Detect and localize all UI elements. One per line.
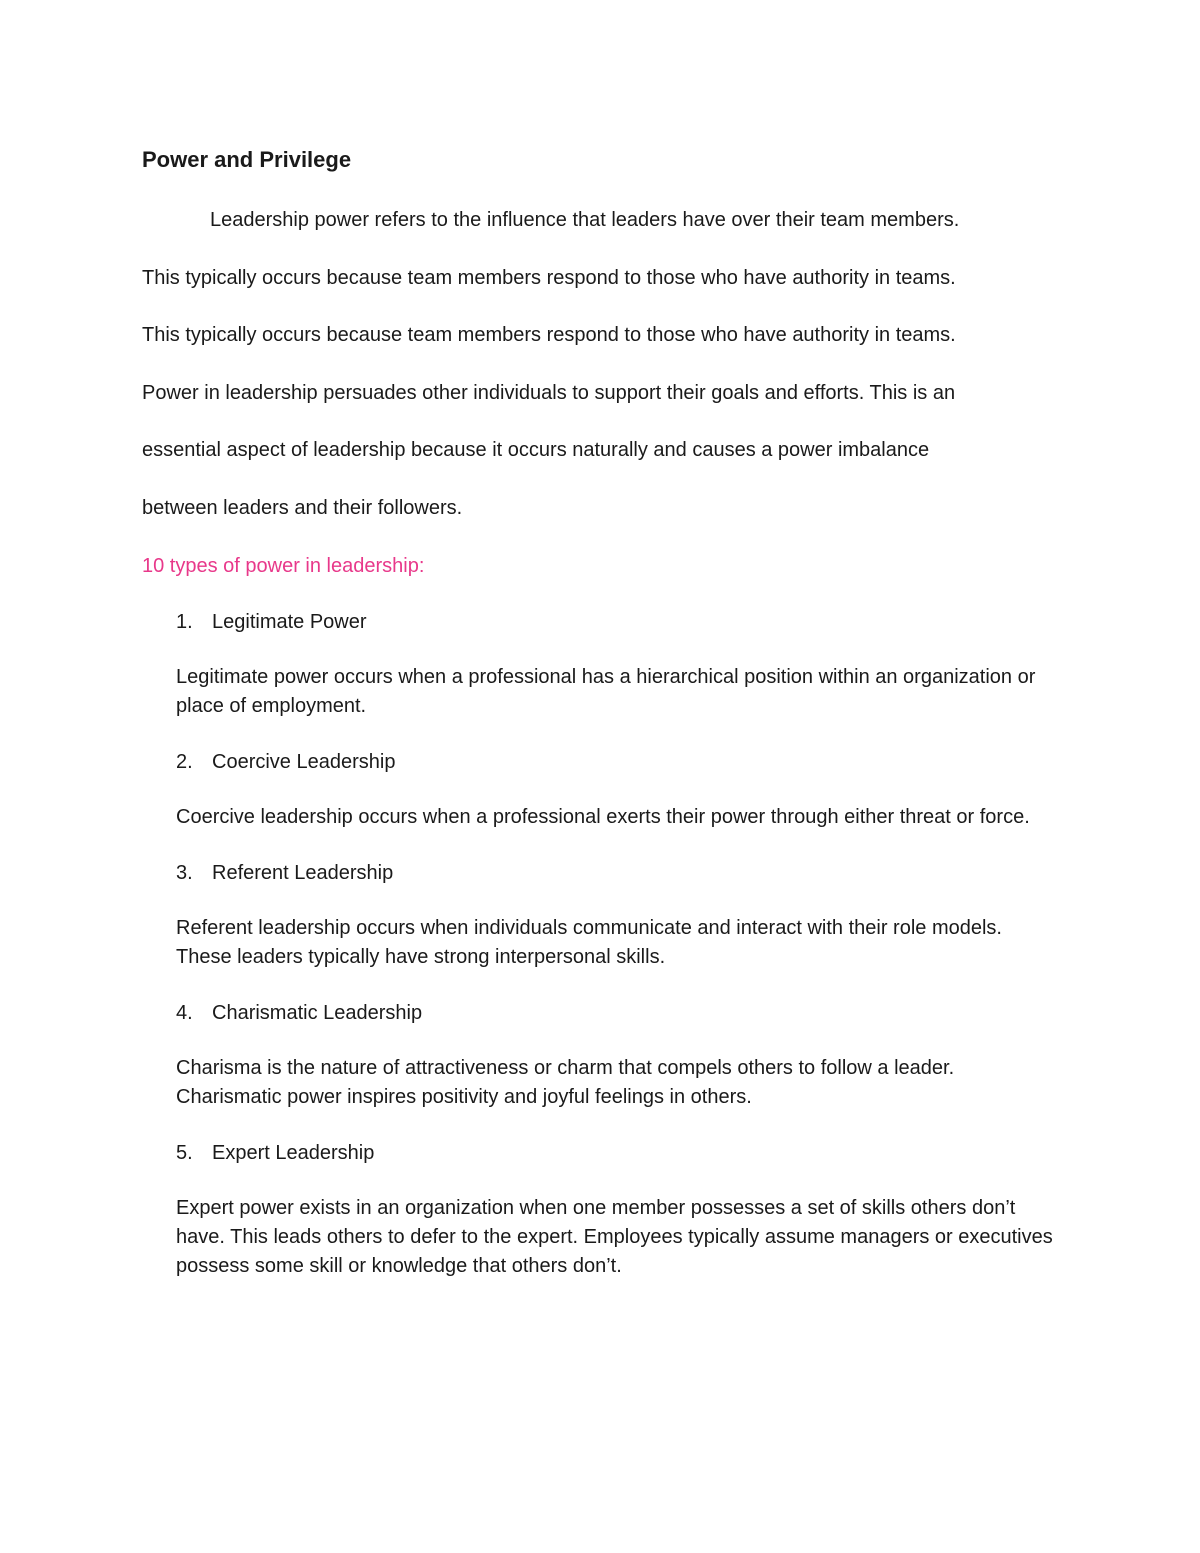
power-types-list: [142, 607, 1062, 1281]
list-number: 3.: [176, 862, 193, 885]
list-item: [142, 747, 1062, 832]
list-item: [142, 607, 1062, 721]
power-type-name: Legitimate Power: [212, 611, 367, 634]
power-type-description: Legitimate power occurs when a professional has a hierarchical position within an organization or place of employment.: [176, 666, 1036, 718]
intro-line: This typically occurs because team members respond to those who have authority in teams.: [142, 266, 956, 289]
document-title: Power and Privilege: [142, 147, 352, 172]
power-type-name: Expert Leadership: [212, 1142, 375, 1165]
power-type-name: Coercive Leadership: [212, 751, 396, 774]
intro-line: Power in leadership persuades other individuals to support their goals and efforts. This is an: [142, 381, 956, 404]
power-type-description: Referent leadership occurs when individuals communicate and interact with their role models. These leaders typically have strong interpersonal skills.: [176, 917, 1002, 969]
list-item: [142, 858, 1062, 972]
list-number: 4.: [176, 1002, 193, 1025]
intro-line: Leadership power refers to the influence that leaders have over their team members.: [210, 209, 960, 231]
power-type-title: [176, 607, 1062, 637]
power-type-title: [176, 998, 1062, 1028]
intro-line: essential aspect of leadership because it occurs naturally and causes a power imbalance: [142, 439, 930, 462]
power-type-description: Coercive leadership occurs when a professional exerts their power through either threat or force.: [176, 806, 1030, 829]
power-type-name: Referent Leadership: [212, 862, 394, 885]
list-number: 2.: [176, 751, 193, 774]
list-number: 1.: [176, 611, 193, 634]
intro-line: between leaders and their followers.: [142, 496, 463, 519]
power-type-description: Expert power exists in an organization when one member possesses a set of skills others don’t have. This leads others to defer to the expert. Employees typically assume managers or executives possess some skill or knowledge that others don’t.: [176, 1197, 1053, 1278]
power-type-title: [176, 747, 1062, 777]
power-type-name: Charismatic Leadership: [212, 1002, 423, 1025]
list-number: 5.: [176, 1142, 193, 1165]
intro-line: This typically occurs because team members respond to those who have authority in teams.: [142, 324, 956, 347]
power-type-title: [176, 858, 1062, 888]
list-item: [142, 1138, 1062, 1281]
power-type-description: Charisma is the nature of attractiveness or charm that compels others to follow a leader. Charismatic power inspires positivity and joyful feelings in others.: [176, 1057, 955, 1109]
power-type-title: [176, 1138, 1062, 1168]
types-heading: 10 types of power in leadership:: [142, 554, 425, 577]
intro-paragraph: [142, 192, 1062, 538]
list-item: [142, 998, 1062, 1112]
document-content: [142, 138, 1062, 1281]
